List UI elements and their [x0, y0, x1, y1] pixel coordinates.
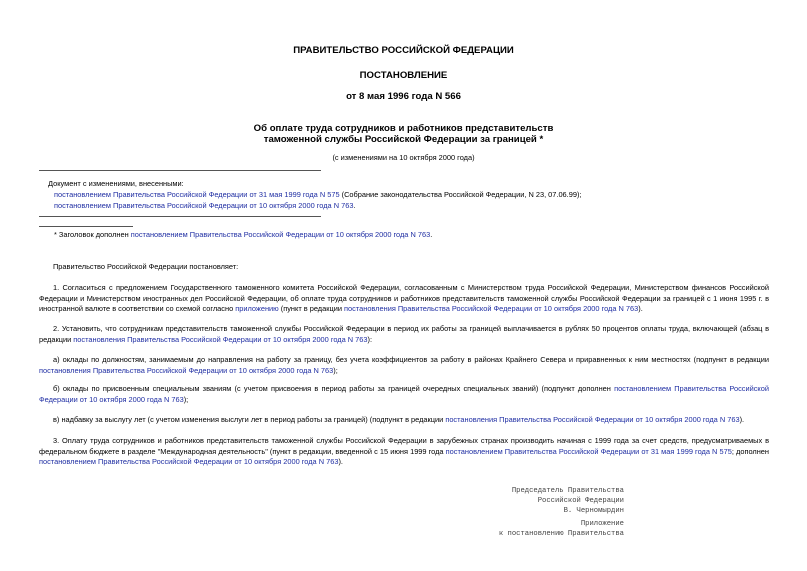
changes-link-763[interactable]: постановлением Правительства Российской Федерации от 10 октября 2000 года N 763 [54, 201, 354, 210]
appendix-link[interactable]: приложению [235, 304, 279, 314]
divider-middle [39, 216, 321, 217]
changes-link-575[interactable]: постановлением Правительства Российской Федерации от 31 мая 1999 года N 575 [54, 190, 340, 199]
subparagraph-a: а) оклады по должностям, занимаемым до направления на работу за границу, без учета коэффициентов за работу в районах Крайнего Севера и приравненных к ним местностях (подпункт в редакции постановления Правительства Российской Федерации от 10 октября 2000 года N 763); [39, 355, 769, 375]
paragraph-1-link-763[interactable]: постановления Правительства Российской Федерации от 10 октября 2000 года N 763 [344, 304, 639, 314]
paragraph-2: 2. Установить, что сотрудникам представительств таможенной службы Российской Федерации в период их работы за границей выплачивается в рублях 50 процентов оплаты труда, включающей (абзац в редакции постановления Правительства Российской Федерации от 10 октября 2000 года N 763): [39, 324, 769, 344]
footnote-divider [39, 226, 133, 227]
paragraph-3-link-575[interactable]: постановлением Правительства Российской Федерации от 31 мая 1999 года N 575 [445, 446, 732, 456]
footnote: * Заголовок дополнен постановлением Правительства Российской Федерации от 10 октября 2000 года N 763. [54, 230, 433, 239]
body-intro: Правительство Российской Федерации постановляет: [53, 262, 239, 271]
subparagraph-b: б) оклады по присвоенным специальным званиям (с учетом присвоения в период работы за границей очередных специальных званий) (подпункт дополнен постановлением Правительства Российской Федерации от 10 октября 2000 года N 763); [39, 384, 769, 404]
document-title-line1: Об оплате труда сотрудников и работников представительств [253, 123, 554, 134]
paragraph-3-link-763[interactable]: постановлением Правительства Российской Федерации от 10 октября 2000 года N 763 [39, 457, 339, 467]
document-date-number: от 8 мая 1996 года N 566 [346, 91, 461, 102]
changes-intro: Документ с изменениями, внесенными: [48, 179, 184, 188]
subparagraph-c-link-763[interactable]: постановления Правительства Российской Федерации от 10 октября 2000 года N 763 [445, 415, 740, 424]
document-type: ПОСТАНОВЛЕНИЕ [359, 70, 448, 81]
appendix-line-2: к постановлению Правительства [498, 529, 624, 538]
signature-line-2: Российской Федерации [537, 496, 624, 505]
subparagraph-c: в) надбавку за выслугу лет (с учетом изменения выслуги лет в период работы за границей) (подпункт в редакции постановления Правительства Российской Федерации от 10 октября 2000 года N 763). [53, 415, 745, 424]
paragraph-1: 1. Согласиться с предложением Государственного таможенного комитета Российской Федерации, согласованным с Министерством труда Российской Федерации, Министерством финансов Российской Федерации и Министерством иностранных дел Российской Федерации, об оплате труда сотрудников и работников представительств таможенной службы Российской Федерации за границей с 1 июня 1995 г. в иностранной валюте в соответствии со схемой согласно приложению (пункт в редакции постановления Правительства Российской Федерации от 10 октября 2000 года N 763). [39, 283, 769, 314]
paragraph-3: 3. Оплату труда сотрудников и работников представительств таможенной службы Российской Федерации в зарубежных странах производить начиная с 1999 года за счет средств, предусматриваемых в федеральном бюджете в разделе "Международная деятельность" (пункт в редакции, введенной с 15 июня 1999 года постановлением Правительства Российской Федерации от 31 мая 1999 года N 575; дополнен постановлением Правительства Российской Федерации от 10 октября 2000 года N 763). [39, 436, 769, 467]
document-title-line2: таможенной службы Российской Федерации за границей * [263, 134, 544, 145]
signature-block [512, 487, 624, 516]
paragraph-2-link-763[interactable]: постановления Правительства Российской Федерации от 10 октября 2000 года N 763 [73, 334, 368, 344]
divider-top [39, 170, 321, 171]
government-name: ПРАВИТЕЛЬСТВО РОССИЙСКОЙ ФЕДЕРАЦИИ [293, 45, 514, 56]
appendix-line-1: Приложение [580, 520, 624, 528]
appendix-heading [499, 520, 624, 540]
footnote-link-763[interactable]: постановлением Правительства Российской Федерации от 10 октября 2000 года N 763 [130, 230, 431, 239]
signature-line-3: В. Черномырдин [563, 506, 624, 515]
subparagraph-b-link-763[interactable]: постановлением Правительства Российской Федерации от 10 октября 2000 года N 763 [39, 384, 769, 404]
signature-line-1: Председатель Правительства [511, 487, 624, 495]
subparagraph-a-link-763[interactable]: постановления Правительства Российской Федерации от 10 октября 2000 года N 763 [39, 365, 334, 375]
changes-item-1: постановлением Правительства Российской Федерации от 31 мая 1999 года N 575 (Собрание законодательства Российской Федерации, N 23, 07.06.99); [54, 190, 582, 199]
amendment-note: (с изменениями на 10 октября 2000 года) [332, 153, 475, 162]
changes-item-2: постановлением Правительства Российской Федерации от 10 октября 2000 года N 763. [54, 201, 356, 210]
